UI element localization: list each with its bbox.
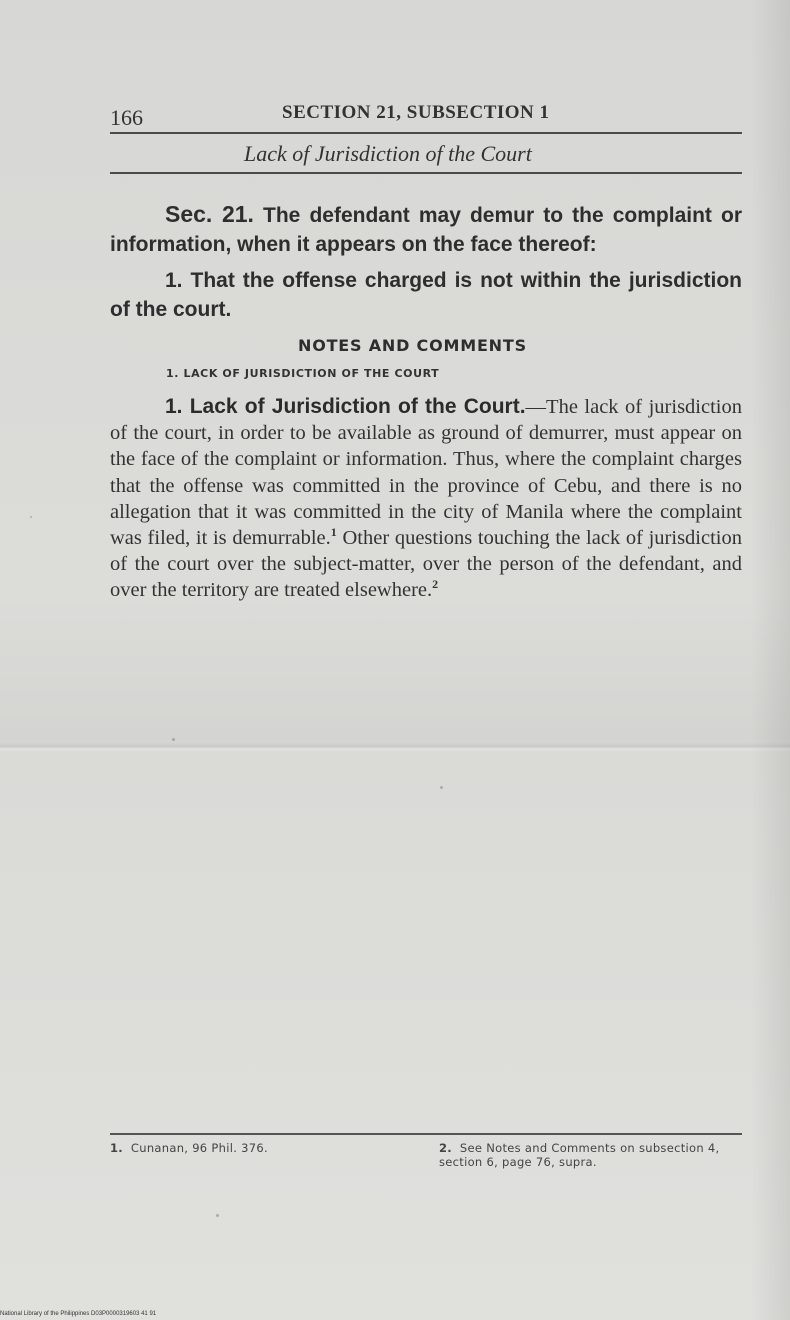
page-number: 166 <box>110 105 143 130</box>
footnote-1 <box>110 1141 268 1155</box>
section-label: Sec. 21. <box>165 201 254 227</box>
notes-heading: NOTES AND COMMENTS <box>298 336 527 355</box>
paper-speck <box>216 1214 219 1217</box>
page-fold-shadow <box>0 742 790 752</box>
paragraph-heading: 1. Lack of Jurisdiction of the Court. <box>165 395 526 418</box>
notes-paragraph <box>110 394 742 604</box>
footnote-2 <box>439 1141 744 1169</box>
footnote-ref-1: 1 <box>330 525 337 540</box>
paper-speck <box>30 516 32 518</box>
section-text <box>110 200 742 259</box>
footnote-rule <box>110 1133 742 1135</box>
section-item-1: 1. That the offense charged is not within the jurisdiction of the court. <box>110 269 742 321</box>
header-rule-bottom <box>110 172 742 174</box>
paragraph-text-1: —The lack of jurisdiction of the court, in order to be available as ground of demurrer, must appear on the face of the complaint or information. Thus, where the complaint charges that the offense was committed in the province of Cebu, and there is no allegation that it was committed in the city of Manila where the complaint was filed, it is demurrable. <box>110 396 742 550</box>
footnote-2-text: See Notes and Comments on subsection 4, section 6, page 76, supra. <box>439 1141 720 1169</box>
footnote-2-number: 2. <box>439 1141 452 1155</box>
paragraph-text-2: Other questions touching the lack of jurisdiction of the court over the subject-matter, over the person of the defendant, and over the territory are treated elsewhere. <box>110 527 742 602</box>
section-body: The defendant may demur to the complaint or information, when it appears on the face thereof: <box>110 204 742 256</box>
footnote-ref-2: 2 <box>432 577 439 592</box>
header-rule-top <box>110 132 742 134</box>
footnote-1-text: Cunanan, 96 Phil. 376. <box>130 1141 268 1155</box>
library-credit: National Library of the Philippines D03P0000319603 41 91 <box>0 1311 157 1317</box>
footnote-1-number: 1. <box>110 1141 123 1155</box>
page-edge-shadow <box>750 0 790 1320</box>
paper-speck <box>172 738 175 741</box>
page-subhead: Lack of Jurisdiction of the Court <box>244 141 532 166</box>
paper-speck <box>440 786 443 789</box>
running-head: SECTION 21, SUBSECTION 1 <box>282 102 550 123</box>
notes-toc-entry: 1. LACK OF JURISDICTION OF THE COURT <box>166 367 440 380</box>
